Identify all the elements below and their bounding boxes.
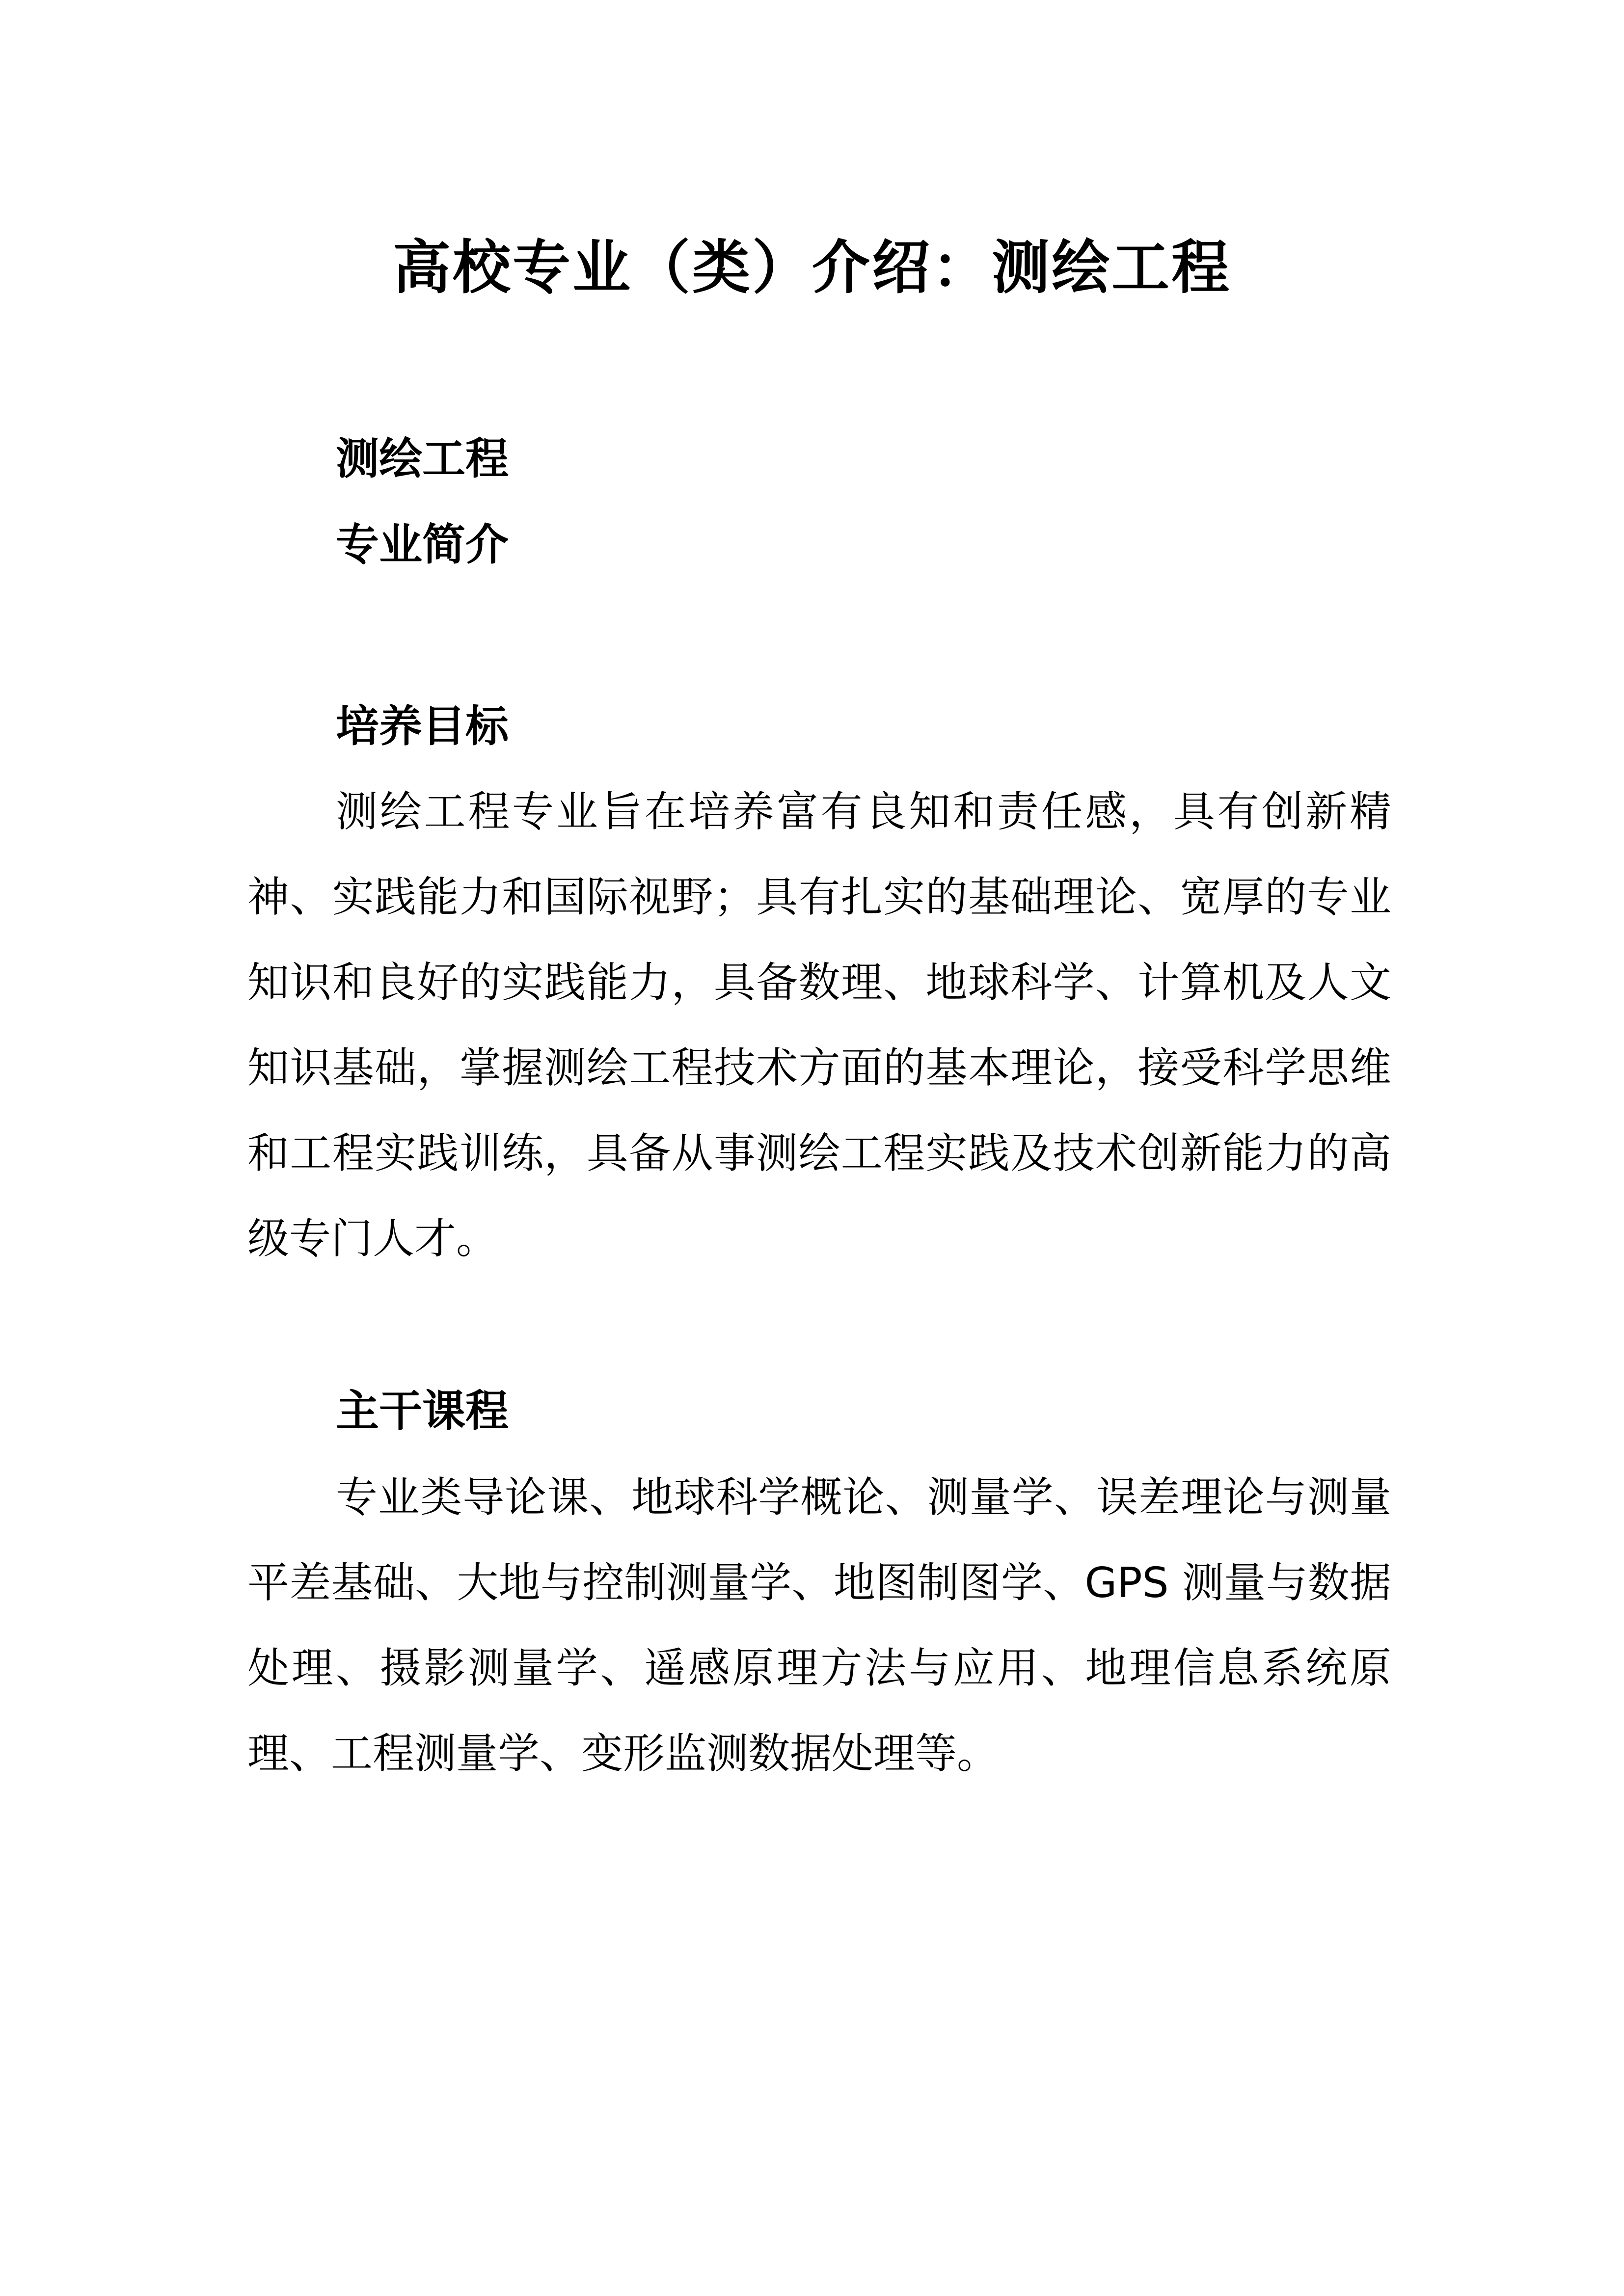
major-name-heading: 测绘工程 [336, 433, 509, 484]
training-goals-paragraph: 测绘工程专业旨在培养富有良知和责任感，具有创新精神、实践能力和国际视野；具有扎实的基础理论、宽厚的专业知识和良好的实践能力，具备数理、地球科学、计算机及人文知识基础，掌握测绘工程技术方面的基本理论，接受科学思维和工程实践训练，具备从事测绘工程实践及技术创新能力的高级专门人才。 [247, 788, 1391, 1263]
core-courses-heading: 主干课程 [336, 1386, 509, 1436]
core-courses-paragraph: 专业类导论课、地球科学概论、测量学、误差理论与测量平差基础、大地与控制测量学、地图制图学、GPS 测量与数据处理、摄影测量学、遥感原理方法与应用、地理信息系统原理、工程测量学、变形监测数据处理等。 [247, 1473, 1391, 1778]
intro-heading: 专业简介 [336, 519, 509, 570]
page-title: 高校专业（类）介绍：测绘工程 [392, 234, 1231, 301]
training-goals-heading: 培养目标 [336, 701, 509, 751]
